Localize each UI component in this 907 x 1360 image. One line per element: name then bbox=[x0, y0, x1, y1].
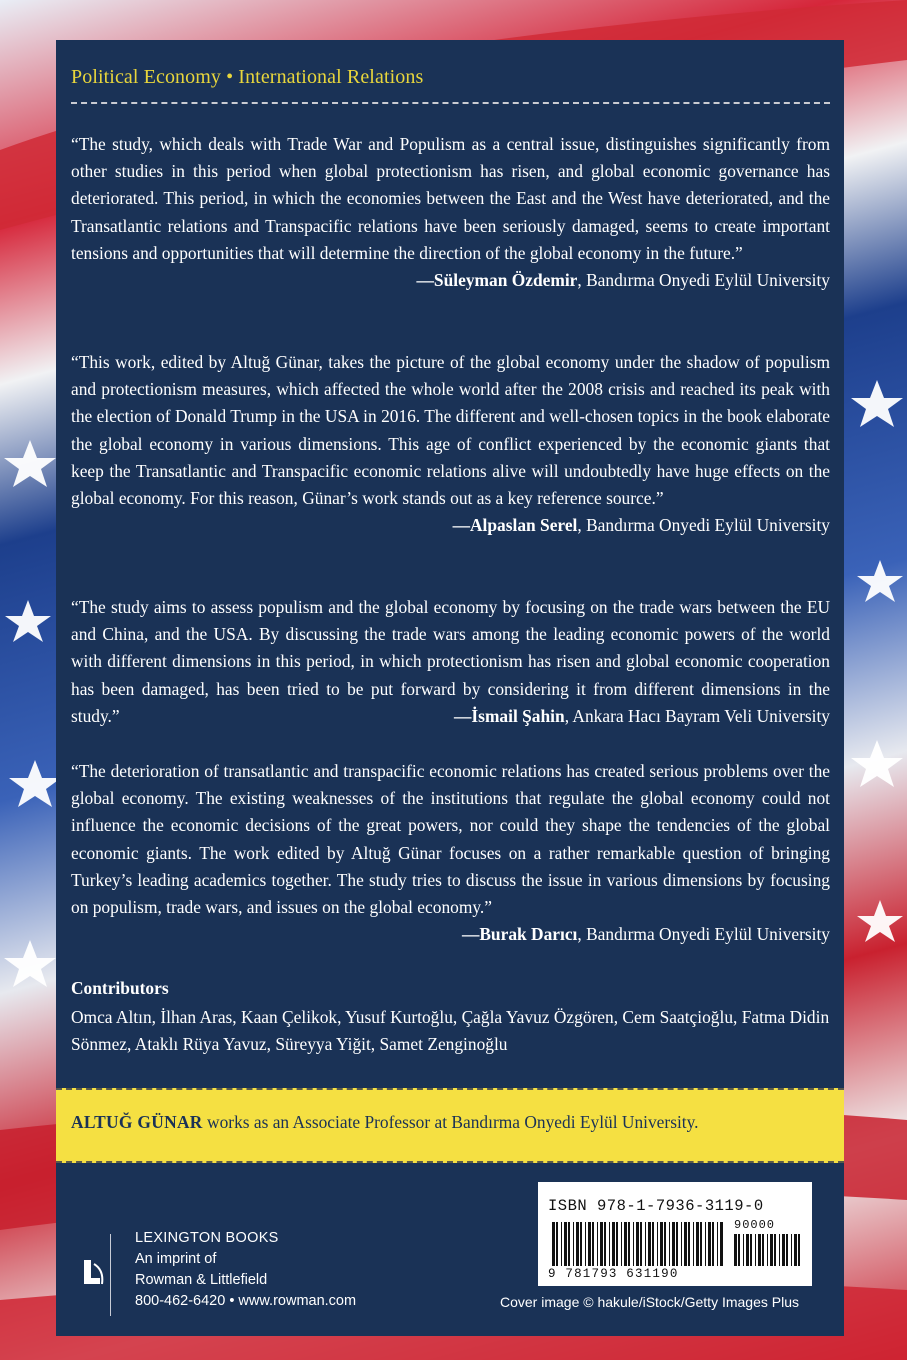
cover-image-credit: Cover image © hakule/iStock/Getty Images Plus bbox=[500, 1294, 799, 1310]
quote-text: “This work, edited by Altuğ Günar, takes the picture of the global economy under the shadow of populism and protectionism measures, which affected the whole world after the 2008 crisis and reached its peak with the election of Donald Trump in the USA in 2016. The different and well-chosen topics in the book elaborate the global economy in various dimensions. This age of conflict experienced by the economic giants that keep the Transatlantic and Transpacific economic relations alive will undoubtedly have huge effects on the global economy. For this reason, Günar’s work stands out as a key reference source.” bbox=[71, 352, 830, 509]
publisher-imprint: An imprint of bbox=[135, 1251, 217, 1267]
barcode-digits: 9 781793 631190 bbox=[548, 1267, 679, 1281]
isbn-number: ISBN 978-1-7936-3119-0 bbox=[548, 1197, 764, 1215]
publisher-parent: Rowman & Littlefield bbox=[135, 1272, 268, 1288]
endorser-affiliation: , Bandırma Onyedi Eylül University bbox=[577, 270, 830, 291]
author-name: ALTUĞ GÜNAR bbox=[71, 1112, 203, 1132]
endorser-name: Alpaslan Serel bbox=[469, 515, 578, 536]
publisher-name: LEXINGTON BOOKS bbox=[135, 1230, 279, 1246]
author-bio-text: works as an Associate Professor at Bandırma Onyedi Eylül University. bbox=[202, 1112, 699, 1132]
quote-attribution: —Burak Darıcı, Bandırma Onyedi Eylül University bbox=[461, 924, 830, 945]
endorser-affiliation: , Ankara Hacı Bayram Veli University bbox=[564, 705, 830, 726]
quote-text: “The study, which deals with Trade War and Populism as a central issue, distinguishes significantly from other studies in this period when global protectionism has risen, and global economic governance has deteriorated. This period, in which the economies between the East and the West have deteriorated, and the Transatlantic relations and Transpacific relations have been seriously damaged, seems to create important tensions and opportunities that will determine the direction of the global economy in the future.” bbox=[71, 134, 830, 263]
author-bio-band bbox=[56, 1088, 844, 1163]
contributors-heading: Contributors bbox=[71, 978, 169, 998]
endorsement-quote-4 bbox=[71, 758, 830, 948]
publisher-contact: 800-462-6420 • www.rowman.com bbox=[135, 1293, 357, 1309]
category-label: Political Economy • International Relations bbox=[71, 66, 424, 88]
publisher-logo-divider bbox=[80, 1234, 111, 1316]
endorser-name: İsmail Şahin bbox=[471, 705, 565, 726]
endorser-affiliation: , Bandırma Onyedi Eylül University bbox=[577, 924, 830, 945]
contributors-list: Omca Altın, İlhan Aras, Kaan Çelikok, Yusuf Kurtoğlu, Çağla Yavuz Özgören, Cem Saatçioğlu, Fatma Didin Sönmez, Ataklı Rüya Yavuz, Süreyya Yiğit, Samet Zenginoğlu bbox=[71, 1007, 830, 1055]
quote-text: “The deterioration of transatlantic and transpacific economic relations has created serious problems over the global economy. The existing weaknesses of the institutions that regulate the global economy could not influence the economic decisions of the great powers, nor could they shape the tendencies of the global economic giants. The work edited by Altuğ Günar focuses on a rather remarkable question of bringing Turkey’s leading academics together. The study tries to discuss the issue in various dimensions by focusing on populism, trade wars, and issues on the global economy.” bbox=[71, 761, 830, 918]
quote-attribution: —İsmail Şahin, Ankara Hacı Bayram Veli University bbox=[454, 705, 830, 726]
quote-text: “The study aims to assess populism and the global economy by focusing on the trade wars between the EU and China, and the USA. By discussing the trade wars among the leading economic powers of the world with different dimensions in this period, in which protectionism has risen and global economic cooperation has been damaged, has been tried to be put forward by considering it from different dimensions in the study.” bbox=[71, 597, 830, 726]
endorser-name: Burak Darıcı bbox=[479, 924, 578, 945]
publisher-info bbox=[135, 1228, 395, 1312]
lexington-logo-icon bbox=[82, 1258, 106, 1292]
dashed-divider bbox=[71, 102, 830, 104]
endorser-affiliation: , Bandırma Onyedi Eylül University bbox=[577, 515, 830, 536]
endorser-name: Süleyman Özdemir bbox=[433, 270, 578, 291]
endorsement-quote-1 bbox=[71, 131, 830, 294]
endorsement-quote-3 bbox=[71, 594, 830, 730]
quote-attribution: —Süleyman Özdemir, Bandırma Onyedi Eylül University bbox=[416, 270, 830, 291]
isbn-addon-number: 90000 bbox=[734, 1218, 776, 1232]
isbn-barcode bbox=[538, 1182, 812, 1286]
quote-attribution: —Alpaslan Serel, Bandırma Onyedi Eylül University bbox=[452, 515, 830, 536]
author-bio bbox=[71, 1112, 699, 1133]
endorsement-quote-2 bbox=[71, 349, 830, 539]
